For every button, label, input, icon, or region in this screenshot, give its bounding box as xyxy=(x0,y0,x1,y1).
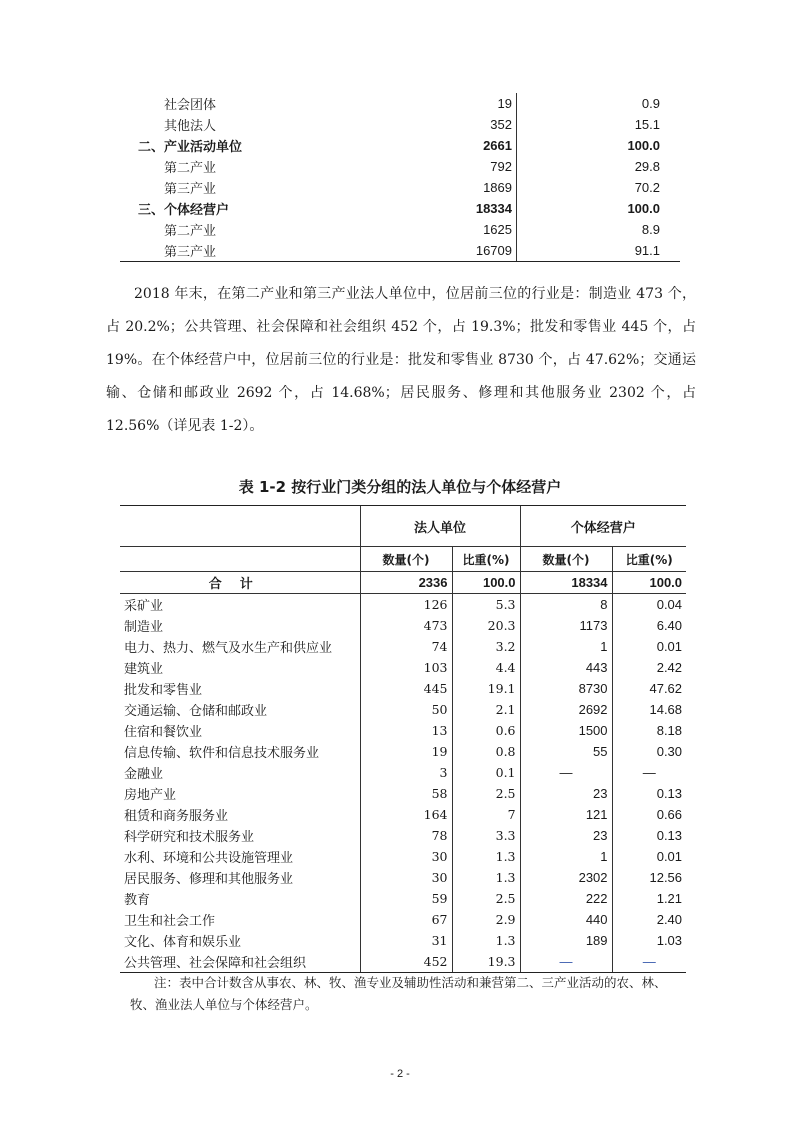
table-note: 注：表中合计数含从事农、林、牧、渔专业及辅助性活动和兼营第二、三产业活动的农、林、牧、渔业法人单位与个体经营户。 xyxy=(130,975,667,1012)
table-row xyxy=(120,804,686,825)
table-row xyxy=(120,825,686,846)
table-row xyxy=(120,240,680,262)
row-count: 16709 xyxy=(368,240,517,262)
ind-share: 0.01 xyxy=(612,846,686,867)
legal-count: 452 xyxy=(360,951,452,973)
ind-share: 1.21 xyxy=(612,888,686,909)
legal-count: 30 xyxy=(360,867,452,888)
legal-share: 0.6 xyxy=(452,720,520,741)
legal-count: 164 xyxy=(360,804,452,825)
ind-count: 1 xyxy=(520,846,612,867)
legal-count: 3 xyxy=(360,762,452,783)
body-paragraph xyxy=(106,278,696,443)
ind-count: 1500 xyxy=(520,720,612,741)
ind-count: — xyxy=(520,762,612,783)
legal-count: 13 xyxy=(360,720,452,741)
legal-share: 19.3 xyxy=(452,951,520,973)
row-count: 18334 xyxy=(368,198,517,219)
table-row xyxy=(120,888,686,909)
legal-share: 20.3 xyxy=(452,615,520,636)
row-label: 社会团体 xyxy=(164,98,217,113)
row-count: 2661 xyxy=(368,135,517,156)
page-number: - 2 - xyxy=(390,1068,410,1080)
row-share: 91.1 xyxy=(517,240,681,262)
ind-count: 222 xyxy=(520,888,612,909)
row-label: 第二产业 xyxy=(164,161,217,176)
table-row xyxy=(120,615,686,636)
row-share: 0.9 xyxy=(641,96,660,111)
table-row xyxy=(120,783,686,804)
industry-label: 水利、环境和公共设施管理业 xyxy=(124,851,294,866)
header-ind-share: 比重(%) xyxy=(612,547,686,572)
industry-label: 租赁和商务服务业 xyxy=(124,809,229,824)
legal-share: 2.5 xyxy=(452,783,520,804)
ind-share: 0.66 xyxy=(612,804,686,825)
industry-label: 文化、体育和娱乐业 xyxy=(124,935,242,950)
header-ind-count: 数量(个) xyxy=(520,547,612,572)
legal-share: 1.3 xyxy=(452,930,520,951)
industry-label: 金融业 xyxy=(124,767,164,782)
legal-count: 30 xyxy=(360,846,452,867)
industry-label: 公共管理、社会保障和社会组织 xyxy=(120,951,360,973)
legal-share: 19.1 xyxy=(452,678,520,699)
table-row xyxy=(120,741,686,762)
row-label: 三、个体经营户 xyxy=(138,203,230,218)
ind-share: 0.01 xyxy=(612,636,686,657)
continuation-table xyxy=(120,93,680,262)
ind-count: 440 xyxy=(520,909,612,930)
ind-share: 8.18 xyxy=(612,720,686,741)
industry-label: 采矿业 xyxy=(124,599,164,614)
ind-share: 2.42 xyxy=(612,657,686,678)
table-row xyxy=(120,762,686,783)
table-row xyxy=(120,699,686,720)
table-row xyxy=(120,951,686,973)
table-row xyxy=(120,678,686,699)
ind-count: — xyxy=(520,951,612,973)
industry-label: 住宿和餐饮业 xyxy=(124,725,203,740)
industry-label: 信息传输、软件和信息技术服务业 xyxy=(124,746,320,761)
row-share: 100.0 xyxy=(627,138,660,153)
header-legal-share: 比重(%) xyxy=(452,547,520,572)
row-label: 二、产业活动单位 xyxy=(138,140,243,155)
ind-share: 0.13 xyxy=(612,825,686,846)
legal-count: 126 xyxy=(360,594,452,616)
table-row xyxy=(120,594,686,616)
header-blank xyxy=(120,506,360,547)
row-label: 第三产业 xyxy=(164,182,217,197)
table-row xyxy=(120,636,686,657)
legal-count: 19 xyxy=(360,741,452,762)
table-title: 表 1-2 按行业门类分组的法人单位与个体经营户 xyxy=(238,478,562,496)
table-row xyxy=(120,114,680,135)
legal-share: 5.3 xyxy=(452,594,520,616)
row-share: 29.8 xyxy=(634,159,660,174)
table-row xyxy=(120,909,686,930)
legal-count: 473 xyxy=(360,615,452,636)
legal-share: 7 xyxy=(452,804,520,825)
table-row xyxy=(120,135,680,156)
table-row xyxy=(120,219,680,240)
legal-share: 2.1 xyxy=(452,699,520,720)
legal-count: 74 xyxy=(360,636,452,657)
row-count: 352 xyxy=(368,114,517,135)
header-legal-count: 数量(个) xyxy=(360,547,452,572)
industry-label: 教育 xyxy=(124,893,151,908)
table-total-row xyxy=(120,572,686,594)
table-row xyxy=(120,198,680,219)
industry-label: 批发和零售业 xyxy=(124,683,203,698)
legal-share: 3.3 xyxy=(452,825,520,846)
row-count: 19 xyxy=(368,93,517,114)
total-ind-share: 100.0 xyxy=(612,572,686,594)
row-label: 第二产业 xyxy=(164,224,217,239)
row-label: 第三产业 xyxy=(120,240,368,262)
ind-count: 23 xyxy=(520,825,612,846)
ind-count: 443 xyxy=(520,657,612,678)
ind-count: 1 xyxy=(520,636,612,657)
industry-label: 交通运输、仓储和邮政业 xyxy=(124,704,268,719)
legal-count: 59 xyxy=(360,888,452,909)
header-individual-households: 个体经营户 xyxy=(520,506,686,547)
industry-label: 电力、热力、燃气及水生产和供应业 xyxy=(124,641,333,656)
legal-share: 2.9 xyxy=(452,909,520,930)
legal-share: 4.4 xyxy=(452,657,520,678)
legal-count: 50 xyxy=(360,699,452,720)
industry-label: 建筑业 xyxy=(124,662,164,677)
ind-count: 121 xyxy=(520,804,612,825)
ind-count: 2692 xyxy=(520,699,612,720)
legal-count: 445 xyxy=(360,678,452,699)
industry-label: 房地产业 xyxy=(124,788,177,803)
total-legal-count: 2336 xyxy=(360,572,452,594)
legal-count: 58 xyxy=(360,783,452,804)
ind-share: 47.62 xyxy=(612,678,686,699)
legal-share: 1.3 xyxy=(452,867,520,888)
legal-share: 3.2 xyxy=(452,636,520,657)
table-row xyxy=(120,930,686,951)
table-row xyxy=(120,657,686,678)
row-count: 1869 xyxy=(368,177,517,198)
ind-count: 8 xyxy=(520,594,612,616)
industry-label: 卫生和社会工作 xyxy=(124,914,216,929)
ind-share: 1.03 xyxy=(612,930,686,951)
ind-count: 8730 xyxy=(520,678,612,699)
industry-label: 居民服务、修理和其他服务业 xyxy=(124,872,294,887)
row-share: 100.0 xyxy=(627,201,660,216)
ind-count: 2302 xyxy=(520,867,612,888)
ind-share: 12.56 xyxy=(612,867,686,888)
row-share: 8.9 xyxy=(641,222,660,237)
industry-label: 制造业 xyxy=(124,620,164,635)
ind-count: 55 xyxy=(520,741,612,762)
ind-count: 1173 xyxy=(520,615,612,636)
table-row xyxy=(120,720,686,741)
ind-count: 23 xyxy=(520,783,612,804)
ind-share: 14.68 xyxy=(612,699,686,720)
ind-count: 189 xyxy=(520,930,612,951)
table-row xyxy=(120,177,680,198)
row-share: 15.1 xyxy=(634,117,660,132)
header-legal-entities: 法人单位 xyxy=(360,506,520,547)
total-legal-share: 100.0 xyxy=(452,572,520,594)
table-row xyxy=(120,867,686,888)
total-ind-count: 18334 xyxy=(520,572,612,594)
ind-share: — xyxy=(612,951,686,973)
header-blank-2 xyxy=(120,547,360,572)
industry-label: 科学研究和技术服务业 xyxy=(124,830,255,845)
row-share: 70.2 xyxy=(634,180,660,195)
row-count: 792 xyxy=(368,156,517,177)
row-label: 其他法人 xyxy=(164,119,217,134)
legal-share: 0.8 xyxy=(452,741,520,762)
table-row xyxy=(120,156,680,177)
industry-table xyxy=(120,505,686,973)
ind-share: 0.13 xyxy=(612,783,686,804)
row-count: 1625 xyxy=(368,219,517,240)
legal-share: 2.5 xyxy=(452,888,520,909)
legal-count: 78 xyxy=(360,825,452,846)
ind-share: — xyxy=(612,762,686,783)
legal-share: 0.1 xyxy=(452,762,520,783)
legal-count: 67 xyxy=(360,909,452,930)
ind-share: 0.30 xyxy=(612,741,686,762)
ind-share: 0.04 xyxy=(612,594,686,616)
legal-count: 103 xyxy=(360,657,452,678)
legal-count: 31 xyxy=(360,930,452,951)
table-row xyxy=(120,846,686,867)
total-label: 合计 xyxy=(120,572,360,594)
ind-share: 6.40 xyxy=(612,615,686,636)
table-row xyxy=(120,93,680,114)
legal-share: 1.3 xyxy=(452,846,520,867)
ind-share: 2.40 xyxy=(612,909,686,930)
paragraph-text: 2018 年末，在第二产业和第三产业法人单位中，位居前三位的行业是：制造业 473 个，占 20.2%；公共管理、社会保障和社会组织 452 个，占 19.3%；批发和零售业 445 个，占 19%。在个体经营户中，位居前三位的行业是：批发和零售业 8730 个，占 47.62%；交通运输、仓储和邮政业 2692 个，占 14.68%；居民服务、修理和其他服务业 2302 个，占 12.56%（详见表 1-2）。 xyxy=(106,286,696,434)
